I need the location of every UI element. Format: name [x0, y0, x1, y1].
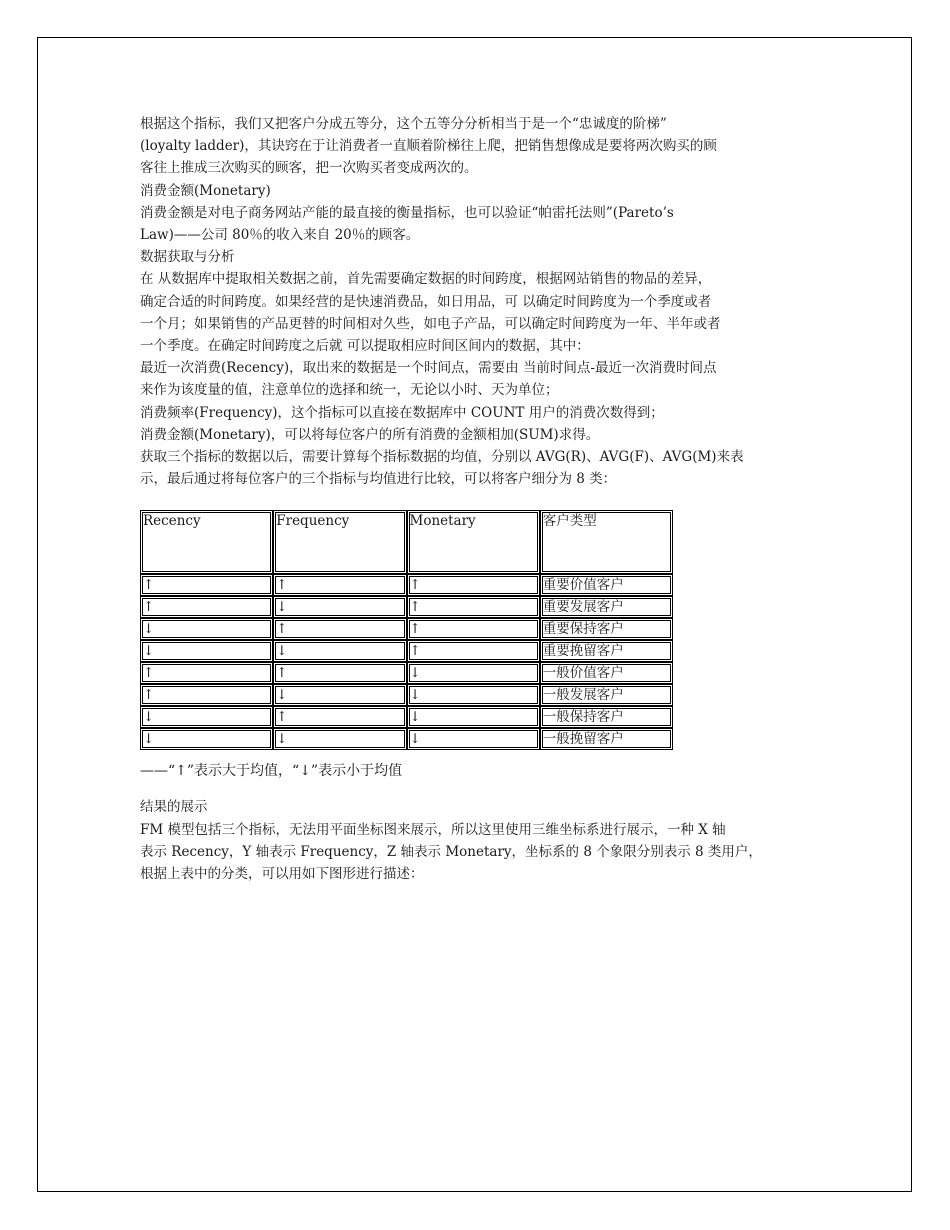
cell-recency: ↓ — [140, 640, 273, 662]
text-line: 根据这个指标，我们又把客户分成五等分，这个五等分分析相当于是一个“忠诚度的阶梯” — [140, 116, 667, 132]
text-line: 在 从数据库中提取相关数据之前，首先需要确定数据的时间跨度，根据网站销售的物品的差异， — [140, 271, 712, 288]
text-line: 表示 Recency，Y 轴表示 Frequency，Z 轴表示 Monetary，坐标系的 8 个象限分别表示 8 类用户， — [140, 843, 762, 860]
cell-monetary: ↓ — [407, 706, 540, 728]
text-line: (loyalty ladder)，其诀窍在于让消费者一直顺着阶梯往上爬，把销售想像成是要将两次购买的顾 — [140, 138, 717, 155]
text-line: 来作为该度量的值，注意单位的选择和统一，无论以小时、天为单位； — [140, 382, 559, 399]
cell-recency: ↓ — [140, 706, 273, 728]
cell-frequency: ↓ — [273, 596, 406, 618]
text-line: 一个月；如果销售的产品更替的时间相对久些，如电子产品，可以确定时间跨度为一年、半年或者 — [140, 315, 721, 332]
cell-recency: ↑ — [140, 596, 273, 618]
top-paragraphs — [140, 113, 820, 490]
cell-frequency: ↑ — [273, 662, 406, 684]
rfm-table-wrapper — [140, 510, 673, 750]
text-line: 消费金额是对电子商务网站产能的最直接的衡量指标，也可以验证“帕雷托法则”(Pareto’s — [140, 204, 674, 221]
text-line: 客往上推成三次购买的顾客，把一次购买者变成两次的。 — [140, 160, 478, 177]
header-frequency: Frequency — [273, 510, 406, 574]
text-line: 根据上表中的分类，可以用如下图形进行描述： — [140, 866, 424, 883]
cell-customer-type: 一般保持客户 — [540, 706, 673, 728]
cell-frequency: ↑ — [273, 706, 406, 728]
text-line: 最近一次消费(Recency)，取出来的数据是一个时间点，需要由 当前时间点-最近一次消费时间点 — [140, 360, 717, 377]
cell-frequency: ↑ — [273, 574, 406, 596]
text-line: 消费频率(Frequency)，这个指标可以直接在数据库中 COUNT 用户的消费次数得到； — [140, 404, 664, 421]
table-header-row — [140, 510, 673, 574]
cell-recency: ↓ — [140, 618, 273, 640]
cell-monetary: ↑ — [407, 574, 540, 596]
text-line: FM 模型包括三个指标，无法用平面坐标图来展示，所以这里使用三维坐标系进行展示，一种 X 轴 — [140, 821, 726, 838]
cell-customer-type: 重要发展客户 — [540, 596, 673, 618]
cell-recency: ↑ — [140, 662, 273, 684]
cell-customer-type: 重要价值客户 — [540, 574, 673, 596]
cell-customer-type: 一般挽留客户 — [540, 728, 673, 750]
cell-monetary: ↓ — [407, 662, 540, 684]
section-heading-results: 结果的展示 — [140, 799, 208, 816]
table-row — [140, 618, 673, 640]
cell-customer-type: 重要挽留客户 — [540, 640, 673, 662]
cell-recency: ↑ — [140, 684, 273, 706]
text-line: 获取三个指标的数据以后，需要计算每个指标数据的均值，分别以 AVG(R)、AVG(F)、AVG(M)来表 — [140, 449, 744, 466]
rfm-classification-table — [140, 510, 673, 750]
section-heading-data-analysis: 数据获取与分析 — [140, 249, 235, 266]
table-row — [140, 596, 673, 618]
document-body — [140, 113, 820, 885]
cell-customer-type: 重要保持客户 — [540, 618, 673, 640]
text-line: 消费金额(Monetary)，可以将每位客户的所有消费的金额相加(SUM)求得。 — [140, 426, 600, 443]
header-monetary: Monetary — [407, 510, 540, 574]
cell-monetary: ↓ — [407, 728, 540, 750]
table-row — [140, 640, 673, 662]
cell-recency: ↓ — [140, 728, 273, 750]
header-recency: Recency — [140, 510, 273, 574]
arrow-legend-note: ——“↑”表示大于均值，“↓”表示小于均值 — [140, 763, 403, 780]
section-heading-monetary: 消费金额(Monetary) — [140, 182, 271, 199]
table-row — [140, 728, 673, 750]
cell-monetary: ↑ — [407, 618, 540, 640]
cell-recency: ↑ — [140, 574, 273, 596]
cell-frequency: ↓ — [273, 728, 406, 750]
cell-monetary: ↓ — [407, 684, 540, 706]
text-line: Law)——公司 80％的收入来自 20％的顾客。 — [140, 227, 420, 244]
table-row — [140, 662, 673, 684]
cell-frequency: ↓ — [273, 684, 406, 706]
table-row — [140, 574, 673, 596]
table-row — [140, 706, 673, 728]
cell-frequency: ↓ — [273, 640, 406, 662]
cell-monetary: ↑ — [407, 596, 540, 618]
cell-frequency: ↑ — [273, 618, 406, 640]
cell-monetary: ↑ — [407, 640, 540, 662]
text-line: 确定合适的时间跨度。如果经营的是快速消费品，如日用品，可 以确定时间跨度为一个季度或者 — [140, 293, 712, 310]
cell-customer-type: 一般发展客户 — [540, 684, 673, 706]
header-customer-type: 客户类型 — [540, 510, 673, 574]
text-line: 一个季度。在确定时间跨度之后就 可以提取相应时间区间内的数据，其中： — [140, 338, 590, 355]
text-line: 示，最后通过将每位客户的三个指标与均值进行比较，可以将客户细分为 8 类： — [140, 471, 617, 488]
cell-customer-type: 一般价值客户 — [540, 662, 673, 684]
table-row — [140, 684, 673, 706]
bottom-paragraphs — [140, 796, 820, 885]
